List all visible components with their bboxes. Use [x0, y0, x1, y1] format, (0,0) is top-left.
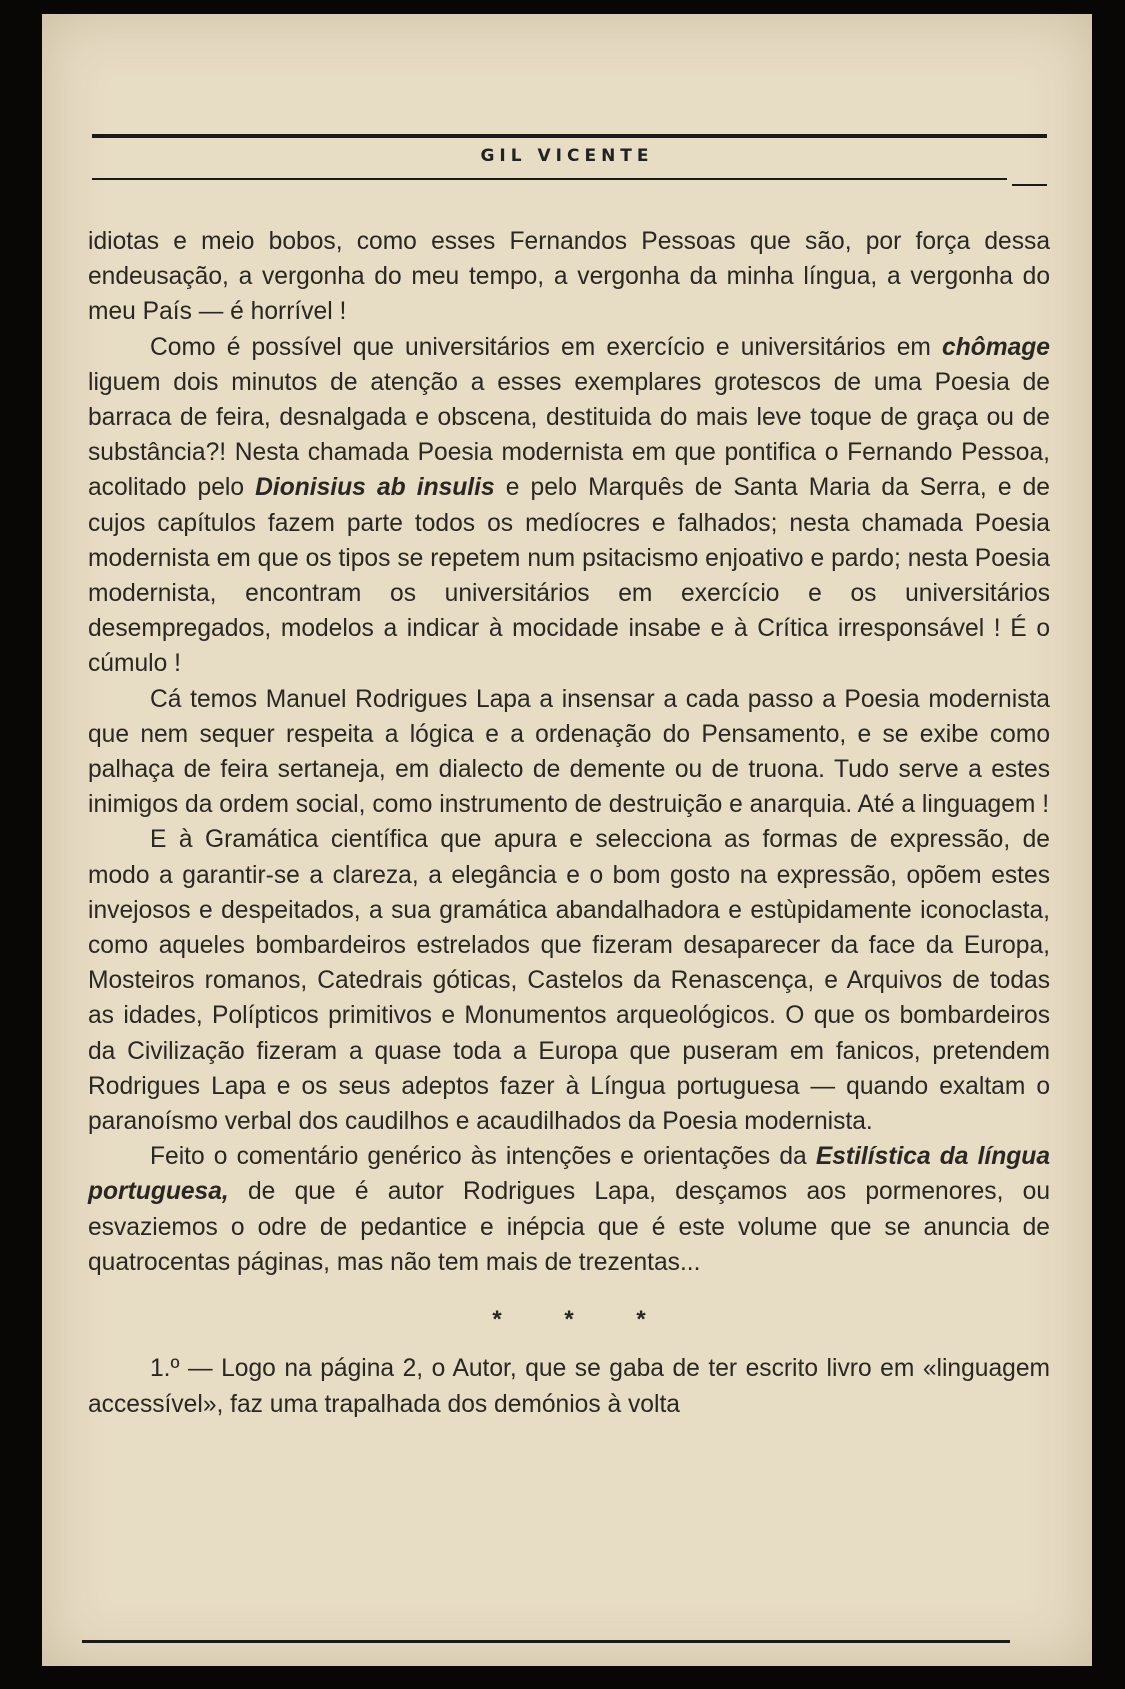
text-run: E à Gramática científica que apura e selecciona as formas de expressão, de modo a garantir-se a clareza, a elegância e o bom gosto na expressão, opõem estes invejosos e despeitados, a sua gramática abandalhadora e estùpidamente iconoclasta, como aqueles bombardeiros estrelados que fizeram desaparecer da face da Europa, Mosteiros romanos, Catedrais góticas, Castelos da Renascença, e Arquivos de todas as idades, Polípticos primitivos e Monumentos arqueológicos. O que os bombardeiros da Civilização fizeram a quase toda a Europa que puseram em fanicos, pretendem Rodrigues Lapa e os seus adeptos fazer à Língua portuguesa — quando exaltam o paranoísmo verbal dos caudilhos e acaudilhados da Poesia modernista. [88, 826, 1050, 1136]
text-run: Feito o comentário genérico às intenções e orientações da [150, 1143, 816, 1171]
text-run: Cá temos Manuel Rodrigues Lapa a insensar a cada passo a Poesia modernista que nem sequer respeita a lógica e a ordenação do Pensamento, e se exibe como palhaça de feira sertaneja, em dialecto de demente ou de truona. Tudo serve a estes inimigos da ordem social, como instrumento de destruição e anarquia. Até a linguagem ! [88, 685, 1050, 819]
paragraph-container [88, 224, 1050, 1280]
italic-title: Estilística da língua portuguesa, [88, 1143, 1050, 1206]
text-run: Como é possível que universitários em exercício e universitários em [150, 333, 943, 361]
document-page [42, 14, 1092, 1666]
text-run: liguem dois minutos de atenção a esses exemplares grotescos de uma Poesia de barraca de feira, desnalgada e obscena, destituida do mais leve toque de graça ou de substância?! Nesta chamada Poesia modernista em que pontifica o Fernando Pessoa, acolitado pelo [88, 368, 1050, 502]
text-run: de que é autor Rodrigues Lapa, desçamos aos pormenores, ou esvaziemos o odre de pedantice e inépcia que é este volume que se anuncia de quatrocentas páginas, mas não tem mais de trezentas... [88, 1178, 1050, 1276]
paragraph [88, 682, 1050, 823]
article-body [88, 224, 1050, 1422]
header-top-rule [92, 134, 1047, 138]
section-separator: * * * [492, 1306, 674, 1334]
italic-title: chômage [942, 333, 1050, 361]
text-run: 1.º — Logo na página 2, o Autor, que se gaba de ter escrito livro em «linguagem accessível», faz uma trapalhada dos demónios à volta [88, 1355, 1050, 1418]
text-run: e pelo Marquês de Santa Maria da Serra, e de cujos capítulos fazem parte todos os medíocres e falhados; nesta chamada Poesia modernista em que os tipos se repetem num psitacismo enjoativo e pardo; nesta Poesia modernista, encontram os universitários em exercício e os universitários desempregados, modelos a indicar à mocidade insabe e à Crítica irresponsável ! É o cúmulo ! [88, 474, 1050, 678]
text-run: idiotas e meio bobos, como esses Fernandos Pessoas que são, por força dessa endeusação, a vergonha do meu tempo, a vergonha da minha língua, a vergonha do meu País — é horrível ! [88, 228, 1050, 326]
header-bottom-rule-short [1012, 184, 1047, 186]
footer-rule [82, 1640, 1010, 1643]
running-header: GIL VICENTE [480, 146, 654, 166]
paragraph [88, 1351, 1050, 1421]
paragraph [88, 822, 1050, 1139]
header-bottom-rule [92, 178, 1007, 180]
italic-title: Dionisius ab insulis [255, 474, 495, 502]
final-paragraph-container [88, 1351, 1050, 1421]
paragraph [88, 330, 1050, 682]
paragraph [88, 1139, 1050, 1280]
paragraph [88, 224, 1050, 330]
